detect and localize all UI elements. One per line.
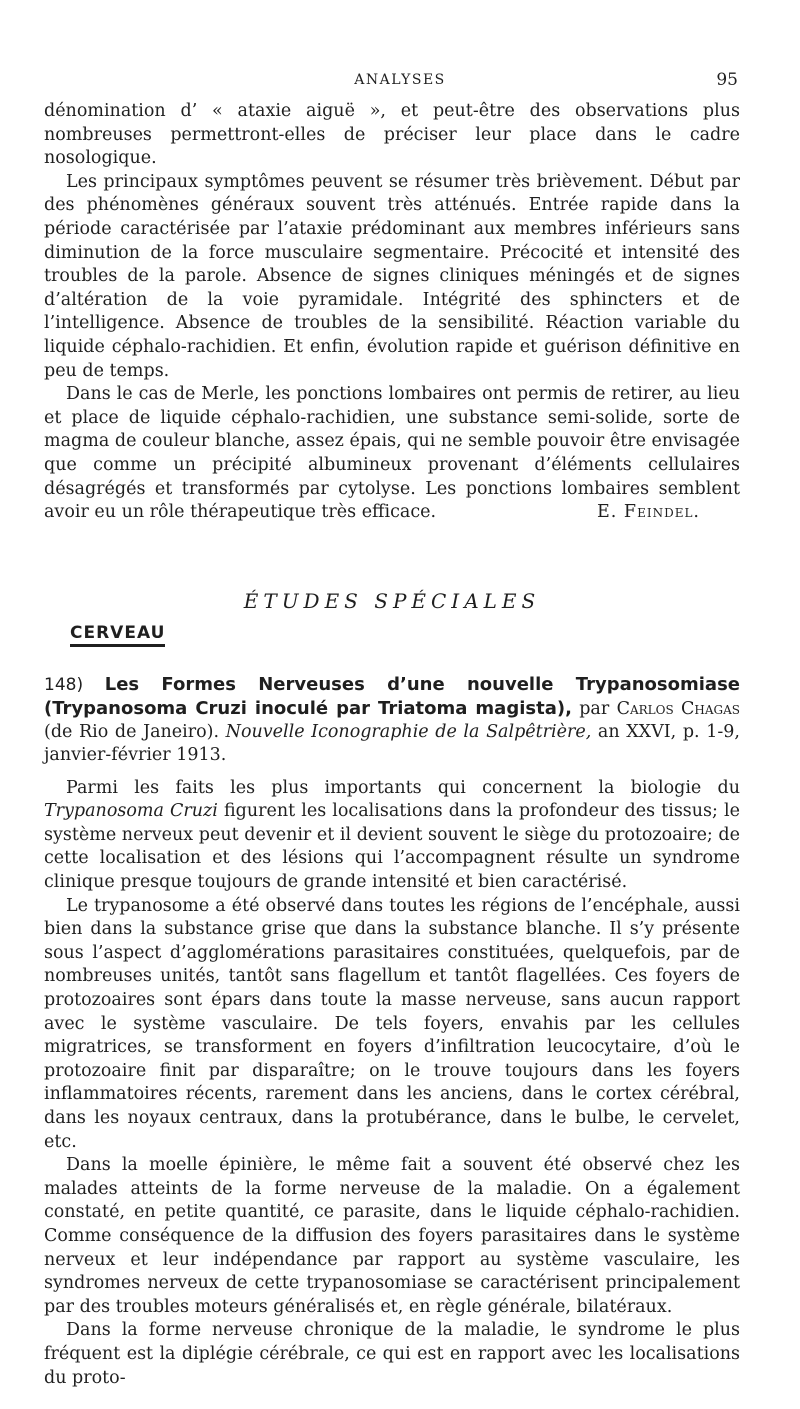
rubric-heading: CERVEAU — [70, 623, 165, 647]
entry-author: Carlos Chagas — [616, 698, 740, 719]
paragraph-symptoms: Les principaux symptômes peuvent se résumer très brièvement. Début par des phénomènes généraux souvent très atténués. Entrée rapide dans la période caractérisée par l’ataxie prédominant aux membres inférieurs sans diminution de la force musculaire segmentaire. Précocité et intensité des troubles de la parole. Absence de signes cliniques méningés et de signes d’altération de la voie pyramidale. Intégrité des sphincters et de l’intelligence. Absence de troubles de la sensibilité. Réaction variable du liquide céphalo-rachidien. Et enfin, évolution rapide et guérison définitive en peu de temps. — [44, 171, 740, 381]
entry-heading — [44, 673, 740, 767]
signature: E. Feindel. — [597, 502, 700, 523]
page-header — [0, 72, 800, 92]
entry-details: an XXVI, p. 1-9, janvier-février 1913. — [44, 721, 740, 765]
abstract-paragraph-3: Dans la moelle épinière, le même fait a souvent été observé chez les malades atteints de la forme nerveuse de la maladie. On a également constaté, en petite quantité, ce parasite, dans le liquide céphalo-rachidien. Comme conséquence de la diffusion des foyers parasitaires dans le système nerveux et leur indépendance par rapport au système vasculaire, les syndromes nerveux de cette trypanosomiase se caractérisent principalement par des troubles moteurs généralisés et, en règle générale, bilatéraux. — [44, 1155, 740, 1317]
running-title: ANALYSES — [354, 72, 446, 88]
abstract-paragraph-4: Dans la forme nerveuse chronique de la maladie, le syndrome le plus fréquent est la diplégie cérébrale, ce qui est en rapport avec les localisations du proto- — [44, 1320, 740, 1388]
section-title: ÉTUDES SPÉCIALES — [243, 588, 541, 613]
page-number: 95 — [716, 70, 738, 90]
entry-number: 148) — [44, 674, 84, 695]
entry-by: par — [579, 698, 610, 719]
abstract-paragraph-2: Le trypanosome a été observé dans toutes les régions de l’encéphale, aussi bien dans la substance grise que dans la substance blanche. Il s’y présente sous l’aspect d’agglomérations parasitaires constituées, quelquefois, par de nombreuses unités, tantôt sans flagellum et tantôt flagellées. Ces foyers de protozoaires sont épars dans toute la masse nerveuse, sans aucun rapport avec le système vasculaire. De tels foyers, envahis par les cellules migratrices, se transforment en foyers d’infiltration leucocytaire, d’où le protozoaire finit par disparaître; on le trouve toujours dans les foyers inflammatoires récents, rarement dans les anciens, dans le cortex cérébral, dans les noyaux centraux, dans la protubérance, dans le bulbe, le cervelet, etc. — [44, 895, 740, 1152]
abstract-p1-italic: Trypanosoma Cruzi — [44, 801, 218, 822]
entry-title: Les Formes Nerveuses d’une nouvelle Trypanosomiase (Trypanosoma Cruzi inoculé par Triatoma magista), — [44, 673, 740, 719]
entry-journal: Nouvelle Iconographie de la Salpêtrière, — [225, 721, 592, 742]
abstract-paragraph-1 — [44, 777, 740, 895]
abstract-p1-before: Parmi les faits les plus importants qui concernent la biologie du — [66, 777, 740, 798]
entry-place: (de Rio de Janeiro). — [44, 721, 220, 742]
paragraph-continued: dénomination d’ « ataxie aiguë », et peut-être des observations plus nombreuses permettront-elles de préciser leur place dans le cadre nosologique. — [44, 101, 740, 169]
paragraph-with-signature — [44, 383, 740, 525]
abstract-p1-after: figurent les localisations dans la profondeur des tissus; le système nerveux peut devenir et il devient souvent le siège du protozoaire; de cette localisation et des lésions qui l’accompagnent résulte un syndrome clinique presque toujours de grande intensité et bien caractérisé. — [44, 801, 740, 893]
page-body — [44, 100, 740, 1390]
paragraph-merle-text: Dans le cas de Merle, les ponctions lombaires ont permis de retirer, au lieu et place de liquide céphalo-rachidien, une substance semi-solide, sorte de magma de couleur blanche, assez épais, qui ne semble pouvoir être envisagée que comme un précipité albumineux provenant d’éléments cellulaires désagrégés et transformés par cytolyse. Les ponctions lombaires semblent avoir eu un rôle thérapeutique très efficace. — [44, 384, 740, 523]
paragraph-merle-case — [44, 383, 740, 525]
abstract — [44, 777, 740, 1390]
